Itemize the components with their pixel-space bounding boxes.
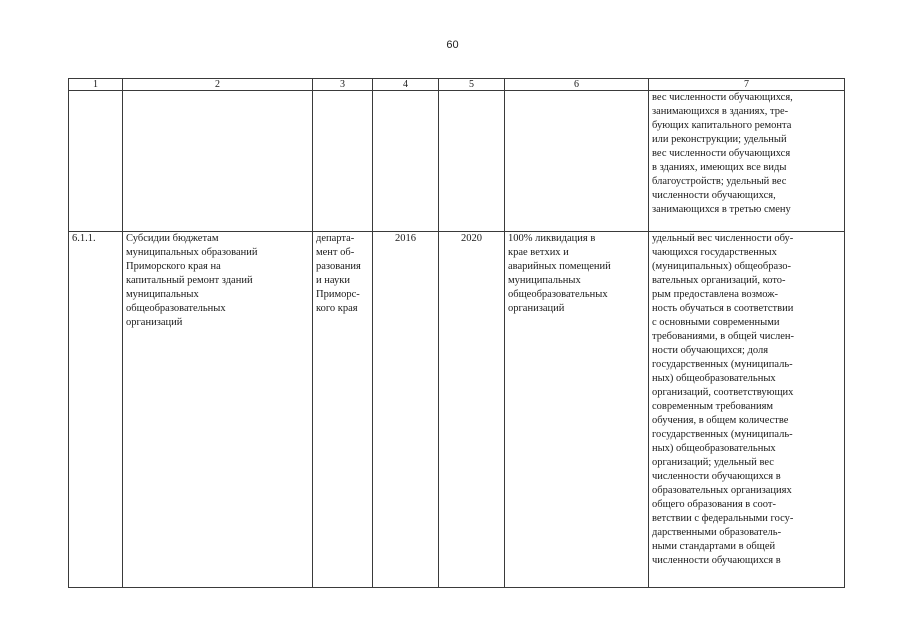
table-cell bbox=[373, 91, 439, 232]
table-cell-indicators: вес численности обучающихся, занимающихся в зданиях, тре- бующих капитального ремонта или реконструкции; удельный вес численности обучающихся в зданиях, имеющих все виды благоустройств; удельный вес численности обучающихся, занимающихся в третью смену bbox=[649, 91, 845, 232]
column-header: 5 bbox=[439, 79, 505, 91]
table-header-row bbox=[69, 79, 845, 91]
measure-name-cell: Субсидии бюджетам муниципальных образований Приморского края на капитальный ремонт зданий муниципальных общеобразовательных организаций bbox=[123, 232, 313, 588]
table-row bbox=[69, 91, 845, 232]
table-cell bbox=[505, 91, 649, 232]
table-cell bbox=[313, 91, 373, 232]
column-header: 7 bbox=[649, 79, 845, 91]
page-number: 60 bbox=[446, 39, 459, 51]
column-header: 1 bbox=[69, 79, 123, 91]
responsible-cell: департа- мент об- разования и науки Приморс- кого края bbox=[313, 232, 373, 588]
table-row bbox=[69, 232, 845, 588]
expected-result-cell: 100% ликвидация в крае ветхих и аварийных помещений муниципальных общеобразовательных организаций bbox=[505, 232, 649, 588]
table-cell-indicators: удельный вес численности обу- чающихся государственных (муниципальных) общеобразо- вательных организаций, кото- рым предоставлена возмож- ность обучаться в соответствии с основными современными требованиями, в общей числен- ности обучающихся; доля государственных (муниципаль- ных) общеобразовательных организаций, соответствующих современным требованиям обучения, в общем количестве государственных (муниципаль- ных) общеобразовательных организаций; удельный вес численности обучающихся в образовательных организациях общего образования в соот- ветствии с федеральными госу- дарственными образователь- ными стандартами в общей численности обучающихся в bbox=[649, 232, 845, 588]
document-table bbox=[68, 78, 845, 588]
column-header: 4 bbox=[373, 79, 439, 91]
column-header: 6 bbox=[505, 79, 649, 91]
table-cell bbox=[439, 91, 505, 232]
end-year-cell: 2020 bbox=[439, 232, 505, 588]
table-cell bbox=[69, 91, 123, 232]
item-number-cell: 6.1.1. bbox=[69, 232, 123, 588]
start-year-cell: 2016 bbox=[373, 232, 439, 588]
column-header: 3 bbox=[313, 79, 373, 91]
column-header: 2 bbox=[123, 79, 313, 91]
table-cell bbox=[123, 91, 313, 232]
